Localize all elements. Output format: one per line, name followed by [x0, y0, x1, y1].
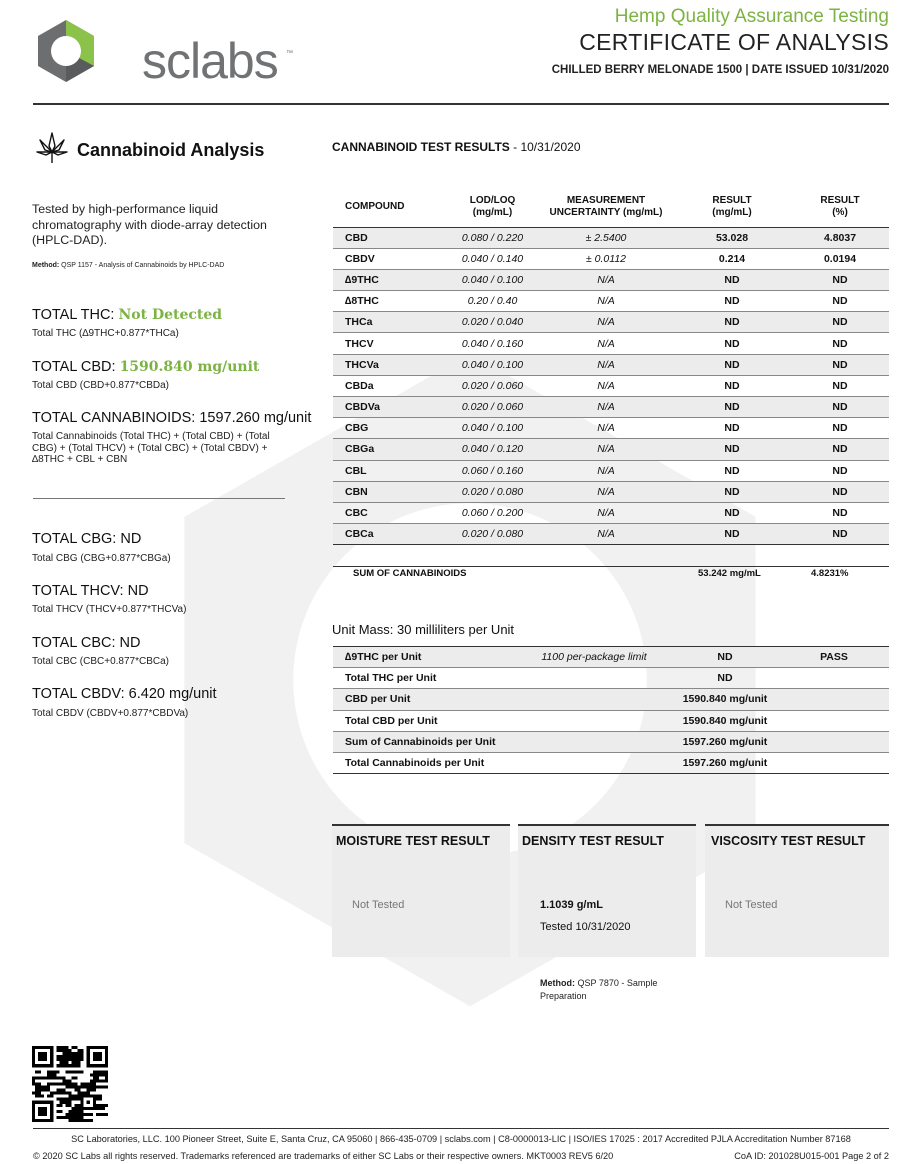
unit-label-cell: Total THC per Unit — [333, 668, 517, 689]
cannabinoid-results-table — [333, 188, 889, 545]
result-pct-cell: ND — [791, 291, 889, 312]
header-right — [552, 6, 889, 76]
table-row — [333, 312, 889, 333]
unit-label-cell: Total Cannabinoids per Unit — [333, 752, 517, 773]
result-pct-cell: ND — [791, 312, 889, 333]
sample-method-text: QSP 7870 - Sample Preparation — [540, 978, 658, 1001]
header-compound: COMPOUND — [333, 188, 446, 227]
footer-address: SC Laboratories, LLC. 100 Pioneer Street, Suite E, Santa Cruz, CA 95060 | 866-435-0709 | sclabs.com | C8-0000013-LIC | ISO/IES 17025 : 2017 Accredited PJLA Accreditation Number 87168 — [71, 1134, 851, 1144]
sample-prep-method — [540, 977, 680, 1003]
result-pct-cell: ND — [791, 502, 889, 523]
result-pct-cell: ND — [791, 333, 889, 354]
lod-cell: 0.040 / 0.160 — [446, 333, 539, 354]
product-line: CHILLED BERRY MELONADE 1500 | DATE ISSUED 10/31/2020 — [551, 64, 889, 76]
header-result-pct — [791, 188, 889, 227]
moisture-box — [332, 824, 510, 957]
uncertainty-cell: N/A — [539, 502, 673, 523]
total-cbdv: TOTAL CBDV: 6.420 mg/unit — [32, 686, 217, 702]
sample-method-label: Method: — [540, 978, 575, 988]
tested-by-text: Tested by high-performance liquid chromatography with diode-array detection (HPLC-DAD). — [32, 202, 267, 247]
lod-cell: 0.040 / 0.100 — [446, 269, 539, 290]
header-result-mgml — [673, 188, 791, 227]
table-row — [333, 418, 889, 439]
table-row — [333, 248, 889, 269]
left-divider — [33, 498, 285, 499]
density-date: Tested 10/31/2020 — [540, 921, 631, 933]
header-r1-line2: (mg/mL) — [712, 207, 752, 219]
header-uncertainty — [539, 188, 673, 227]
method-text: QSP 1157 - Analysis of Cannabinoids by HPLC-DAD — [59, 262, 225, 269]
result-pct-cell: ND — [791, 418, 889, 439]
result-mgml-cell: ND — [673, 312, 791, 333]
uncertainty-cell: ± 2.5400 — [539, 227, 673, 248]
uncertainty-cell: N/A — [539, 397, 673, 418]
table-row — [333, 460, 889, 481]
unit-pass-cell — [779, 752, 889, 773]
table-row — [333, 710, 889, 731]
table-row — [333, 647, 889, 668]
unit-label-cell: Sum of Cannabinoids per Unit — [333, 731, 517, 752]
qr-code[interactable] — [32, 1046, 108, 1122]
moisture-value: Not Tested — [352, 899, 405, 911]
results-title-date: - 10/31/2020 — [509, 140, 581, 154]
table-row — [333, 731, 889, 752]
compound-cell: CBD — [333, 227, 446, 248]
viscosity-title: VISCOSITY TEST RESULT — [711, 834, 866, 848]
header-mu-line1: MEASUREMENT — [566, 195, 646, 207]
total-cbc: TOTAL CBC: ND — [32, 635, 141, 651]
table-row — [333, 354, 889, 375]
header-r1-line1: RESULT — [712, 195, 752, 207]
unit-note-cell — [517, 752, 671, 773]
table-row — [333, 752, 889, 773]
lod-cell: 0.040 / 0.140 — [446, 248, 539, 269]
lod-cell: 0.020 / 0.060 — [446, 375, 539, 396]
total-thc-value: Not Detected — [118, 307, 223, 323]
unit-value-cell: 1590.840 mg/unit — [671, 689, 779, 710]
unit-pass-cell — [779, 689, 889, 710]
compound-cell: THCVa — [333, 354, 446, 375]
table-row — [333, 502, 889, 523]
lod-cell: 0.040 / 0.120 — [446, 439, 539, 460]
lod-cell: 0.080 / 0.220 — [446, 227, 539, 248]
table-row — [333, 668, 889, 689]
sum-label: SUM OF CANNABINOIDS — [353, 568, 467, 579]
unit-pass-cell — [779, 731, 889, 752]
lod-cell: 0.020 / 0.080 — [446, 524, 539, 545]
result-pct-cell: ND — [791, 481, 889, 502]
sum-of-cannabinoids-row — [333, 566, 889, 580]
moisture-title: MOISTURE TEST RESULT — [336, 834, 490, 848]
total-thcv-formula: Total THCV (THCV+0.877*THCVa) — [32, 604, 187, 615]
uncertainty-cell: N/A — [539, 524, 673, 545]
compound-cell: THCV — [333, 333, 446, 354]
result-mgml-cell: ND — [673, 375, 791, 396]
total-thc-label: TOTAL THC: — [32, 307, 119, 323]
hexagon-logo-icon — [34, 18, 98, 84]
table-row — [333, 333, 889, 354]
unit-pass-cell — [779, 710, 889, 731]
sum-pct: 4.8231% — [811, 568, 849, 579]
unit-label-cell: ∆9THC per Unit — [333, 647, 517, 668]
compound-cell: CBDVa — [333, 397, 446, 418]
result-mgml-cell: ND — [673, 333, 791, 354]
result-pct-cell: ND — [791, 269, 889, 290]
cannabis-leaf-icon — [34, 130, 70, 166]
footer-coa-id: CoA ID: 201028U015-001 Page 2 of 2 — [734, 1151, 889, 1161]
per-unit-body — [333, 647, 889, 774]
unit-mass-label: Unit Mass: 30 milliliters per Unit — [332, 622, 515, 637]
lod-cell: 0.040 / 0.100 — [446, 418, 539, 439]
result-pct-cell: ND — [791, 397, 889, 418]
total-cbdv-formula: Total CBDV (CBDV+0.877*CBDVa) — [32, 708, 189, 719]
result-mgml-cell: ND — [673, 354, 791, 375]
result-mgml-cell: ND — [673, 397, 791, 418]
result-mgml-cell: ND — [673, 439, 791, 460]
method-label: Method: — [32, 262, 60, 269]
result-mgml-cell: ND — [673, 291, 791, 312]
total-cbg: TOTAL CBG: ND — [32, 531, 142, 547]
result-mgml-cell: ND — [673, 418, 791, 439]
lod-cell: 0.020 / 0.040 — [446, 312, 539, 333]
compound-cell: CBC — [333, 502, 446, 523]
total-thc — [32, 307, 222, 323]
lod-cell: 0.020 / 0.080 — [446, 481, 539, 502]
lod-cell: 0.040 / 0.100 — [446, 354, 539, 375]
compound-cell: CBGa — [333, 439, 446, 460]
header-divider — [33, 103, 889, 105]
viscosity-value: Not Tested — [725, 899, 778, 911]
result-mgml-cell: ND — [673, 460, 791, 481]
total-cbg-formula: Total CBG (CBG+0.877*CBGa) — [32, 553, 171, 564]
density-title: DENSITY TEST RESULT — [522, 834, 664, 848]
uncertainty-cell: N/A — [539, 460, 673, 481]
table-row — [333, 481, 889, 502]
total-cbd-formula: Total CBD (CBD+0.877*CBDa) — [32, 380, 169, 391]
uncertainty-cell: N/A — [539, 418, 673, 439]
table-row — [333, 269, 889, 290]
result-mgml-cell: ND — [673, 524, 791, 545]
header-lod-line2: (mg/mL) — [472, 207, 513, 219]
total-thcv: TOTAL THCV: ND — [32, 583, 149, 599]
result-mgml-cell: 53.028 — [673, 227, 791, 248]
unit-pass-cell — [779, 668, 889, 689]
result-pct-cell: ND — [791, 354, 889, 375]
unit-note-cell — [517, 731, 671, 752]
table-row — [333, 227, 889, 248]
result-pct-cell: 0.0194 — [791, 248, 889, 269]
result-pct-cell: ND — [791, 524, 889, 545]
sclabs-logo — [34, 18, 293, 89]
sum-mgml: 53.242 mg/mL — [698, 568, 761, 579]
uncertainty-cell: N/A — [539, 333, 673, 354]
compound-cell: CBL — [333, 460, 446, 481]
method-note — [32, 262, 224, 269]
header-title: CERTIFICATE OF ANALYSIS — [579, 29, 889, 55]
brand-trademark: ™ — [286, 50, 293, 57]
viscosity-box — [705, 824, 889, 957]
total-cannabinoids: TOTAL CANNABINOIDS: 1597.260 mg/unit — [32, 410, 312, 426]
density-box — [518, 824, 696, 957]
results-title — [332, 140, 581, 154]
header-subtitle: Hemp Quality Assurance Testing — [614, 6, 889, 27]
uncertainty-cell: N/A — [539, 439, 673, 460]
total-cbd-label: TOTAL CBD: — [32, 359, 120, 375]
results-body — [333, 227, 889, 545]
total-cannabinoids-formula: Total Cannabinoids (Total THC) + (Total CBD) + (Total CBG) + (Total THCV) + (Total CBC) + (Total CBDV) + ∆8THC + CBL + CBN — [32, 431, 270, 465]
compound-cell: CBG — [333, 418, 446, 439]
uncertainty-cell: N/A — [539, 354, 673, 375]
uncertainty-cell: N/A — [539, 291, 673, 312]
uncertainty-cell: N/A — [539, 375, 673, 396]
lod-cell: 0.060 / 0.200 — [446, 502, 539, 523]
header-lod-line1: LOD/LOQ — [469, 195, 516, 207]
unit-note-cell — [517, 710, 671, 731]
compound-cell: CBCa — [333, 524, 446, 545]
result-mgml-cell: ND — [673, 481, 791, 502]
table-row — [333, 397, 889, 418]
compound-cell: CBDa — [333, 375, 446, 396]
cannabinoid-analysis-title: Cannabinoid Analysis — [77, 140, 265, 160]
total-cbd-value: 1590.840 mg/unit — [119, 359, 260, 375]
density-value: 1.1039 g/mL — [540, 899, 603, 911]
unit-label-cell: CBD per Unit — [333, 689, 517, 710]
result-mgml-cell: 0.214 — [673, 248, 791, 269]
unit-pass-cell: PASS — [779, 647, 889, 668]
compound-cell: ∆8THC — [333, 291, 446, 312]
table-row — [333, 439, 889, 460]
table-row — [333, 524, 889, 545]
footer-divider — [33, 1128, 889, 1129]
result-mgml-cell: ND — [673, 502, 791, 523]
lod-cell: 0.060 / 0.160 — [446, 460, 539, 481]
result-pct-cell: ND — [791, 375, 889, 396]
total-cbd — [32, 359, 259, 375]
unit-note-cell: 1100 per-package limit — [517, 647, 671, 668]
header-r2-line1: RESULT — [820, 195, 860, 207]
compound-cell: ∆9THC — [333, 269, 446, 290]
per-unit-table — [333, 646, 889, 774]
header-r2-line2: (%) — [832, 207, 848, 219]
uncertainty-cell: ± 0.0112 — [539, 248, 673, 269]
table-row — [333, 375, 889, 396]
unit-value-cell: ND — [671, 668, 779, 689]
result-pct-cell: 4.8037 — [791, 227, 889, 248]
result-pct-cell: ND — [791, 439, 889, 460]
uncertainty-cell: N/A — [539, 481, 673, 502]
table-row — [333, 291, 889, 312]
compound-cell: CBN — [333, 481, 446, 502]
lod-cell: 0.20 / 0.40 — [446, 291, 539, 312]
unit-value-cell: ND — [671, 647, 779, 668]
footer-copyright: © 2020 SC Labs all rights reserved. Trademarks referenced are trademarks of either SC Labs or their respective owners. MKT0003 REV5 6/20 — [33, 1151, 614, 1161]
results-title-label: CANNABINOID TEST RESULTS — [332, 140, 510, 154]
unit-value-cell: 1597.260 mg/unit — [671, 752, 779, 773]
total-thc-formula: Total THC (∆9THC+0.877*THCa) — [32, 328, 179, 339]
total-cbc-formula: Total CBC (CBC+0.877*CBCa) — [32, 656, 169, 667]
brand-name: sclabs — [142, 33, 278, 89]
unit-note-cell — [517, 689, 671, 710]
header-mu-line2: UNCERTAINTY (mg/mL) — [549, 207, 663, 219]
results-header-row — [333, 188, 889, 227]
unit-value-cell: 1597.260 mg/unit — [671, 731, 779, 752]
result-pct-cell: ND — [791, 460, 889, 481]
lod-cell: 0.020 / 0.060 — [446, 397, 539, 418]
unit-value-cell: 1590.840 mg/unit — [671, 710, 779, 731]
unit-label-cell: Total CBD per Unit — [333, 710, 517, 731]
uncertainty-cell: N/A — [539, 269, 673, 290]
compound-cell: CBDV — [333, 248, 446, 269]
uncertainty-cell: N/A — [539, 312, 673, 333]
unit-note-cell — [517, 668, 671, 689]
table-row — [333, 689, 889, 710]
header-lod — [446, 188, 539, 227]
compound-cell: THCa — [333, 312, 446, 333]
result-mgml-cell: ND — [673, 269, 791, 290]
